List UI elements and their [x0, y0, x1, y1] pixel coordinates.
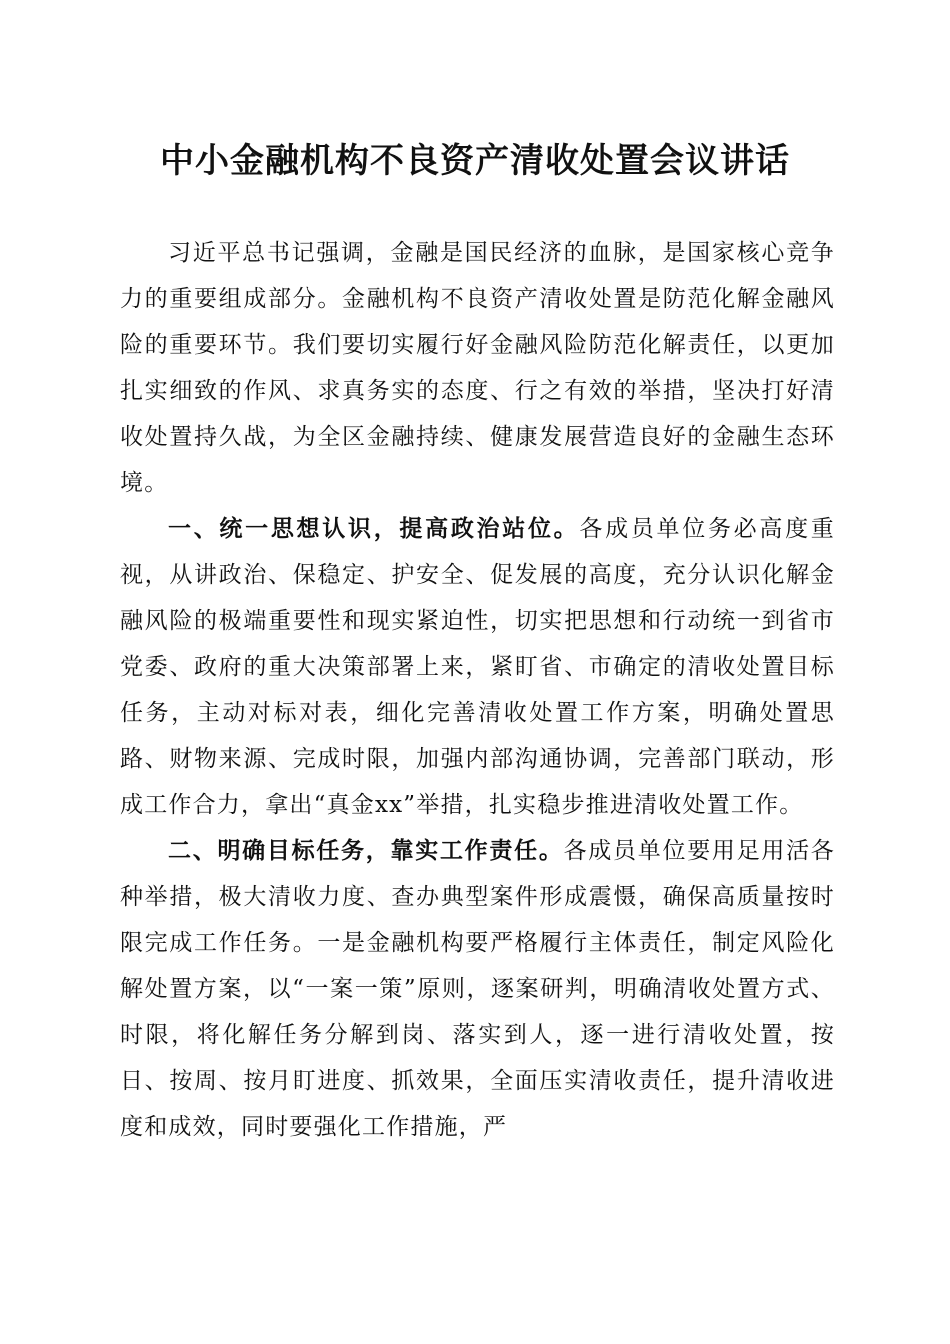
section-heading: 一、统一思想认识，提高政治站位。 [168, 516, 580, 542]
document-body [120, 230, 835, 1150]
paragraph-section-1 [120, 506, 835, 828]
document-title: 中小金融机构不良资产清收处置会议讲话 [160, 141, 790, 181]
paragraph-text: 各成员单位务必高度重视，从讲政治、保稳定、护安全、促发展的高度，充分认识化解金融风险的极端重要性和现实紧迫性，切实把思想和行动统一到省市党委、政府的重大决策部署上来，紧盯省、市确定的清收处置目标任务，主动对标对表，细化完善清收处置工作方案，明确处置思路、财物来源、完成时限，加强内部沟通协调，完善部门联动，形成工作合力，拿出“真金xx”举措，扎实稳步推进清收处置工作。 [120, 516, 835, 818]
section-heading: 二、明确目标任务，靠实工作责任。 [168, 838, 564, 864]
paragraph-text: 习近平总书记强调，金融是国民经济的血脉，是国家核心竞争力的重要组成部分。金融机构不良资产清收处置是防范化解金融风险的重要环节。我们要切实履行好金融风险防范化解责任，以更加扎实细致的作风、求真务实的态度、行之有效的举措，坚决打好清收处置持久战，为全区金融持续、健康发展营造良好的金融生态环境。 [120, 240, 835, 496]
paragraph-intro [120, 230, 835, 506]
paragraph-section-2 [120, 828, 835, 1150]
paragraph-text: 各成员单位要用足用活各种举措，极大清收力度、查办典型案件形成震慑，确保高质量按时限完成工作任务。一是金融机构要严格履行主体责任，制定风险化解处置方案，以“一案一策”原则，逐案研判，明确清收处置方式、时限，将化解任务分解到岗、落实到人，逐一进行清收处置，按日、按周、按月盯进度、抓效果，全面压实清收责任，提升清收进度和成效，同时要强化工作措施，严 [120, 838, 836, 1140]
